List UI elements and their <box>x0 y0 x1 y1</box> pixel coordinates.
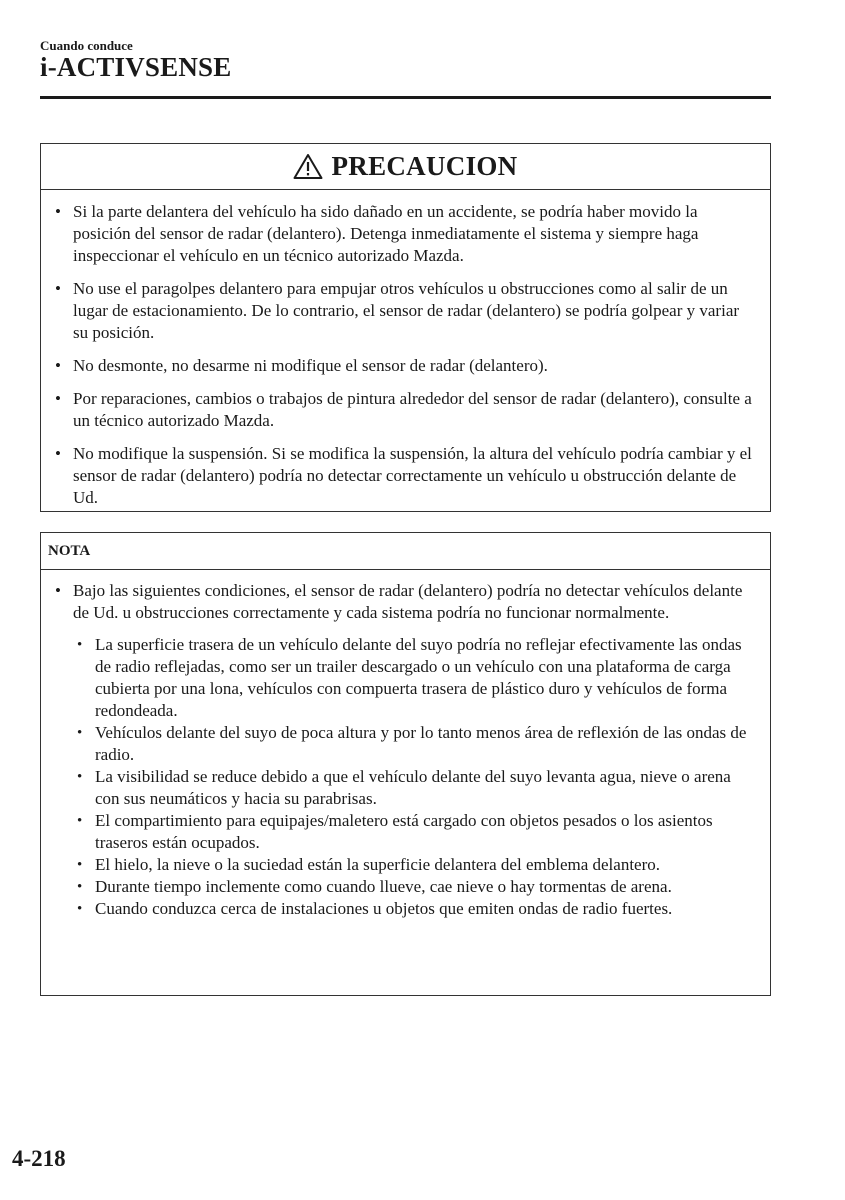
caution-item-text: Por reparaciones, cambios o trabajos de pintura alrededor del sensor de radar (delantero), consulte a un técnico autorizado Mazda. <box>73 389 752 430</box>
caution-list <box>41 190 770 509</box>
bullet-icon: • <box>55 202 61 221</box>
page-number: 4-218 <box>12 1146 66 1171</box>
caution-item <box>55 201 756 267</box>
caution-box <box>40 143 771 512</box>
nota-list <box>41 570 770 920</box>
condition-item <box>77 722 756 766</box>
sub-bullet-icon: • <box>77 879 83 895</box>
sub-bullet-icon: • <box>77 637 83 653</box>
condition-text: Cuando conduzca cerca de instalaciones u objetos que emiten ondas de radio fuertes. <box>95 899 673 918</box>
caution-item <box>55 443 756 509</box>
sub-bullet-icon: • <box>77 725 83 741</box>
bullet-icon: • <box>55 444 61 463</box>
sub-bullet-icon: • <box>77 901 83 917</box>
bullet-icon: • <box>55 356 61 375</box>
condition-item <box>77 810 756 854</box>
page-title: i-ACTIVSENSE <box>40 52 232 82</box>
section-label: Cuando conduce <box>40 38 133 53</box>
bullet-icon: • <box>55 389 61 408</box>
condition-text: Durante tiempo inclemente como cuando llueve, cae nieve o hay tormentas de arena. <box>95 877 672 896</box>
caution-item-text: No desmonte, no desarme ni modifique el sensor de radar (delantero). <box>73 356 548 375</box>
nota-item <box>55 580 756 920</box>
condition-item <box>77 898 756 920</box>
condition-item <box>77 634 756 722</box>
condition-text: El hielo, la nieve o la suciedad están la superficie delantera del emblema delantero. <box>95 855 661 874</box>
caution-item-text: No use el paragolpes delantero para empujar otros vehículos u obstrucciones como al salir de un lugar de estacionamiento. De lo contrario, el sensor de radar (delantero) se podría golpear y variar su posición. <box>73 279 740 342</box>
nota-box <box>40 532 771 996</box>
caution-item-text: Si la parte delantera del vehículo ha sido dañado en un accidente, se podría haber movido la posición del sensor de radar (delantero). Detenga inmediatamente el sistema y siempre haga inspeccionar el vehículo en un técnico autorizado Mazda. <box>73 202 699 265</box>
nota-header: NOTA <box>41 533 770 570</box>
warning-triangle-icon <box>293 153 323 180</box>
bullet-icon: • <box>55 581 61 600</box>
sub-bullet-icon: • <box>77 857 83 873</box>
condition-item <box>77 854 756 876</box>
nota-intro-text: Bajo las siguientes condiciones, el sensor de radar (delantero) podría no detectar vehículos delante de Ud. u obstrucciones correctamente y cada sistema podría no funcionar normalmente. <box>73 581 743 622</box>
caution-item <box>55 388 756 432</box>
condition-text: La visibilidad se reduce debido a que el vehículo delante del suyo levanta agua, nieve o arena con sus neumáticos y hacia su parabrisas. <box>95 767 731 808</box>
caution-item <box>55 355 756 377</box>
title-divider <box>40 96 771 99</box>
caution-title: PRECAUCION <box>331 151 518 181</box>
sub-bullet-icon: • <box>77 813 83 829</box>
conditions-list <box>73 624 756 920</box>
sub-bullet-icon: • <box>77 769 83 785</box>
condition-text: Vehículos delante del suyo de poca altura y por lo tanto menos área de reflexión de las ondas de radio. <box>95 723 747 764</box>
caution-header <box>41 144 770 190</box>
caution-item-text: No modifique la suspensión. Si se modifica la suspensión, la altura del vehículo podría cambiar y el sensor de radar (delantero) podría no detectar correctamente un vehículo u obstrucción delante de Ud. <box>73 444 752 507</box>
bullet-icon: • <box>55 279 61 298</box>
condition-item <box>77 766 756 810</box>
condition-text: El compartimiento para equipajes/maletero está cargado con objetos pesados o los asientos traseros están ocupados. <box>95 811 713 852</box>
condition-item <box>77 876 756 898</box>
condition-text: La superficie trasera de un vehículo delante del suyo podría no reflejar efectivamente las ondas de radio reflejadas, como ser un trailer descargado o un vehículo con una plataforma de carga cubierta por una lona, vehículos con compuerta trasera de plástico duro y vehículos de forma redondeada. <box>95 635 742 720</box>
caution-item <box>55 278 756 344</box>
